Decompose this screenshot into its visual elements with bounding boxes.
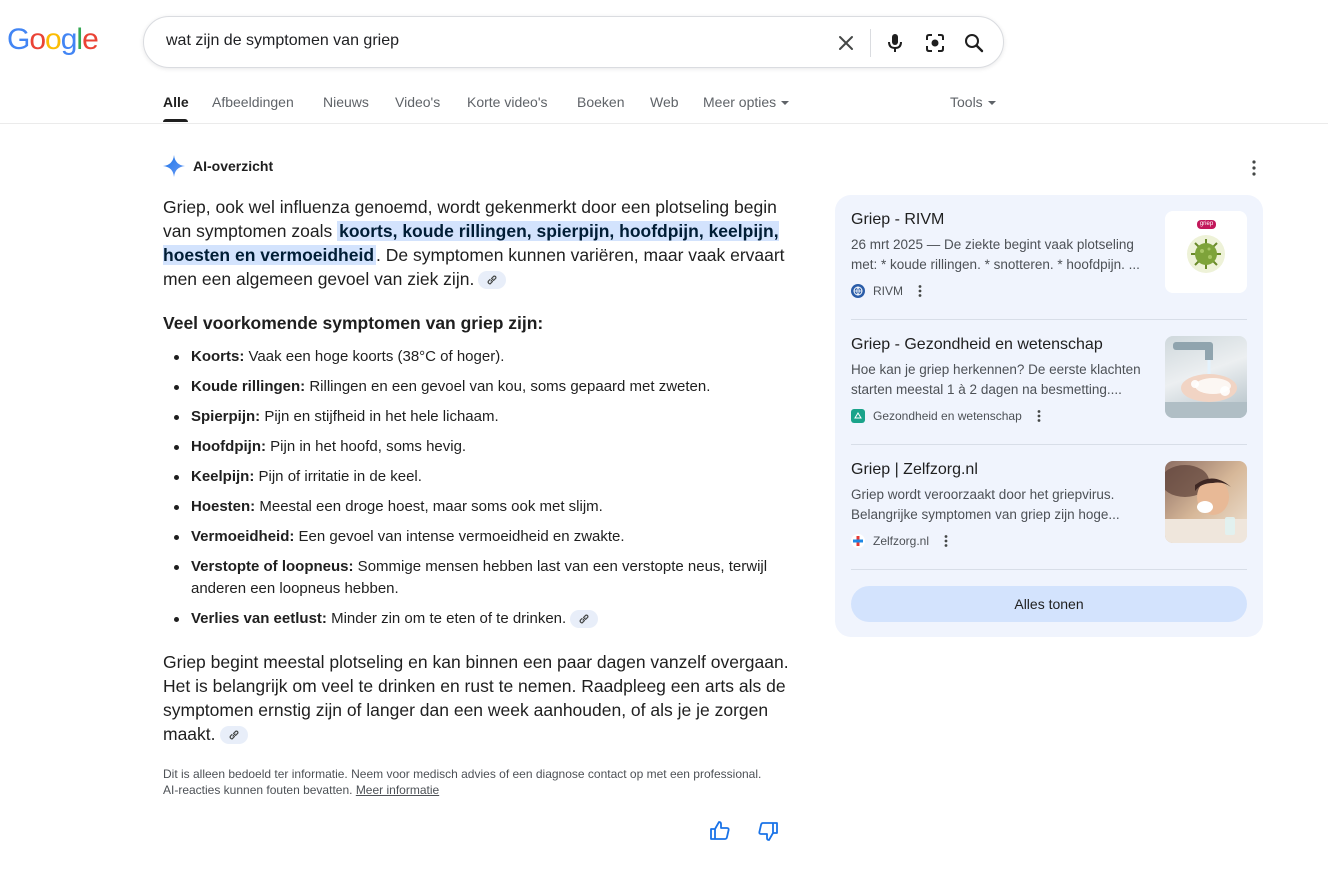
- search-box[interactable]: [143, 16, 1004, 68]
- chevron-down-icon: [988, 101, 996, 105]
- ai-overview-title: AI-overzicht: [193, 158, 274, 174]
- divider: [851, 569, 1247, 570]
- source-link-icon[interactable]: [478, 271, 506, 289]
- source-site-name: Gezondheid en wetenschap: [873, 409, 1022, 423]
- symptom-desc: Een gevoel van intense vermoeidheid en zwakte.: [294, 528, 625, 545]
- source-card-gezondheid[interactable]: [851, 320, 1247, 430]
- tab-afbeeldingen[interactable]: Afbeeldingen: [212, 94, 294, 110]
- symptom-name: Spierpijn:: [191, 408, 261, 425]
- source-snippet: [851, 360, 1153, 400]
- handwashing-image: [1165, 336, 1247, 418]
- source-snippet: [851, 485, 1153, 525]
- list-item: [191, 556, 793, 600]
- symptom-desc: Meestal een droge hoest, maar soms ook met slijm.: [255, 498, 603, 515]
- tab-tools[interactable]: [950, 94, 996, 110]
- symptom-desc: Pijn in het hoofd, soms hevig.: [265, 438, 467, 455]
- source-site-name: Zelfzorg.nl: [873, 534, 930, 548]
- source-snippet-line: Griep wordt veroorzaakt door het griepvirus.: [851, 487, 1115, 502]
- ai-overview-header: [163, 155, 273, 177]
- symptom-desc: Pijn en stijfheid in het hele lichaam.: [260, 408, 499, 425]
- search-input[interactable]: wat zijn de symptomen van griep: [166, 32, 399, 49]
- tabs-divider: [0, 123, 1328, 124]
- logo-letter: g: [60, 23, 77, 56]
- disclaimer-line1: Dit is alleen bedoeld ter informatie. Neem voor medisch advies of een diagnose contact op met een professional.: [163, 767, 762, 781]
- more-info-link[interactable]: Meer informatie: [355, 783, 440, 797]
- search-divider: [870, 29, 871, 57]
- thumb-badge: griep: [1197, 220, 1216, 229]
- source-title[interactable]: Griep - Gezondheid en wetenschap: [851, 336, 1103, 353]
- source-site: [851, 409, 1046, 423]
- symptom-desc: Vaak een hoge koorts (38°C of hoger).: [244, 348, 505, 365]
- logo-letter: G: [7, 23, 30, 56]
- thumbs-down-icon[interactable]: [757, 820, 781, 844]
- symptom-name: Verlies van eetlust:: [191, 610, 327, 627]
- sick-person-image: [1165, 461, 1247, 543]
- gemini-sparkle-icon: [163, 155, 185, 177]
- show-all-button[interactable]: Alles tonen: [851, 586, 1247, 622]
- tab-tools-label: Tools: [950, 94, 983, 110]
- source-link-icon[interactable]: [570, 610, 598, 628]
- more-options-icon[interactable]: [1244, 158, 1264, 178]
- logo-letter: e: [82, 23, 98, 56]
- source-site-name: RIVM: [873, 284, 903, 298]
- symptom-name: Koorts:: [191, 348, 245, 365]
- source-card-rivm[interactable]: [851, 195, 1247, 305]
- symptom-name: Koude rillingen:: [191, 378, 306, 395]
- source-title[interactable]: Griep | Zelfzorg.nl: [851, 461, 978, 478]
- ai-closing-text: Griep begint meestal plotseling en kan binnen een paar dagen vanzelf overgaan. Het is belangrijk om veel te drinken en rust te nemen. Raadpleeg een arts als de symptomen ernstig zijn of langer dan een week aanhouden, of als je je zorgen maakt.: [163, 652, 789, 744]
- symptom-name: Keelpijn:: [191, 468, 255, 485]
- list-item: [191, 436, 793, 458]
- list-item: [191, 346, 793, 368]
- sources-panel: [835, 195, 1263, 637]
- logo-letter: l: [76, 23, 83, 56]
- symptom-name: Hoesten:: [191, 498, 256, 515]
- symptom-desc: Pijn of irritatie in de keel.: [254, 468, 422, 485]
- zelfzorg-icon: [851, 534, 865, 548]
- health-site-icon: [851, 409, 865, 423]
- ai-overview-body: [163, 195, 793, 798]
- tab-boeken[interactable]: Boeken: [577, 94, 625, 110]
- list-item: [191, 608, 793, 630]
- google-logo[interactable]: [7, 23, 98, 57]
- symptom-desc: Sommige mensen hebben last van een verstopte neus, terwijl anderen een loopneus hebben.: [191, 558, 768, 597]
- thumbs-up-icon[interactable]: [709, 820, 733, 844]
- source-snippet-line: Belangrijke symptomen van griep zijn hoge...: [851, 507, 1120, 522]
- source-snippet-line: 26 mrt 2025 — De ziekte begint vaak plotseling: [851, 237, 1134, 252]
- search-icon[interactable]: [962, 31, 986, 55]
- ai-closing: [163, 650, 793, 746]
- source-site: [851, 534, 953, 548]
- more-options-icon[interactable]: [939, 534, 953, 548]
- microphone-icon[interactable]: [883, 31, 907, 55]
- source-title[interactable]: Griep - RIVM: [851, 211, 945, 228]
- virus-icon: [1165, 211, 1247, 293]
- source-snippet: [851, 235, 1153, 275]
- source-snippet-line: met: * koude rillingen. * snotteren. * hoofdpijn. ...: [851, 257, 1140, 272]
- active-tab-indicator: [163, 119, 188, 122]
- symptom-name: Verstopte of loopneus:: [191, 558, 354, 575]
- symptoms-list: [163, 346, 793, 630]
- clear-icon[interactable]: [834, 31, 858, 55]
- source-snippet-line: starten meestal 1 à 2 dagen na besmetting....: [851, 382, 1122, 397]
- tab-korte-videos[interactable]: Korte video's: [467, 94, 548, 110]
- ai-intro-post: . De symptomen kunnen variëren, maar vaak ervaart men een algemeen gevoel van ziek zijn.: [163, 245, 785, 289]
- symptoms-heading: Veel voorkomende symptomen van griep zijn:: [163, 313, 544, 333]
- tab-web[interactable]: Web: [650, 94, 679, 110]
- symptom-name: Vermoeidheid:: [191, 528, 295, 545]
- symptom-desc: Rillingen en een gevoel van kou, soms gepaard met zweten.: [305, 378, 711, 395]
- source-link-icon[interactable]: [220, 726, 248, 744]
- more-options-icon[interactable]: [1032, 409, 1046, 423]
- source-thumbnail-virus[interactable]: [1165, 211, 1247, 293]
- source-card-zelfzorg[interactable]: [851, 445, 1247, 555]
- logo-letter: o: [29, 23, 46, 56]
- ai-intro-highlight: koorts, koude rillingen, spierpijn, hoofdpijn, keelpijn, hoesten en vermoeidheid: [163, 221, 779, 265]
- symptom-name: Hoofdpijn:: [191, 438, 266, 455]
- globe-icon: [851, 284, 865, 298]
- source-site: [851, 284, 927, 298]
- list-item: [191, 466, 793, 488]
- ai-intro: [163, 195, 793, 291]
- tab-videos[interactable]: Video's: [395, 94, 441, 110]
- tab-meer-opties[interactable]: [703, 94, 789, 110]
- symptom-desc: Minder zin om te eten of te drinken.: [326, 610, 567, 627]
- disclaimer-line2: AI-reacties kunnen fouten bevatten.: [163, 783, 353, 797]
- more-options-icon[interactable]: [913, 284, 927, 298]
- ai-disclaimer: [163, 766, 793, 798]
- list-item: [191, 496, 793, 518]
- source-thumbnail-handwashing[interactable]: [1165, 336, 1247, 418]
- list-item: [191, 406, 793, 428]
- lens-camera-icon[interactable]: [923, 31, 947, 55]
- list-item: [191, 526, 793, 548]
- chevron-down-icon: [781, 101, 789, 105]
- tab-nieuws[interactable]: Nieuws: [323, 94, 369, 110]
- tab-alle[interactable]: Alle: [163, 94, 189, 110]
- source-thumbnail-sick-person[interactable]: [1165, 461, 1247, 543]
- ai-intro-pre: Griep, ook wel influenza genoemd, wordt gekenmerkt door een plotseling begin van symptomen zoals: [163, 197, 777, 241]
- tab-meer-opties-label: Meer opties: [703, 94, 777, 110]
- source-snippet-line: Hoe kan je griep herkennen? De eerste klachten: [851, 362, 1141, 377]
- logo-letter: o: [45, 23, 61, 56]
- list-item: [191, 376, 793, 398]
